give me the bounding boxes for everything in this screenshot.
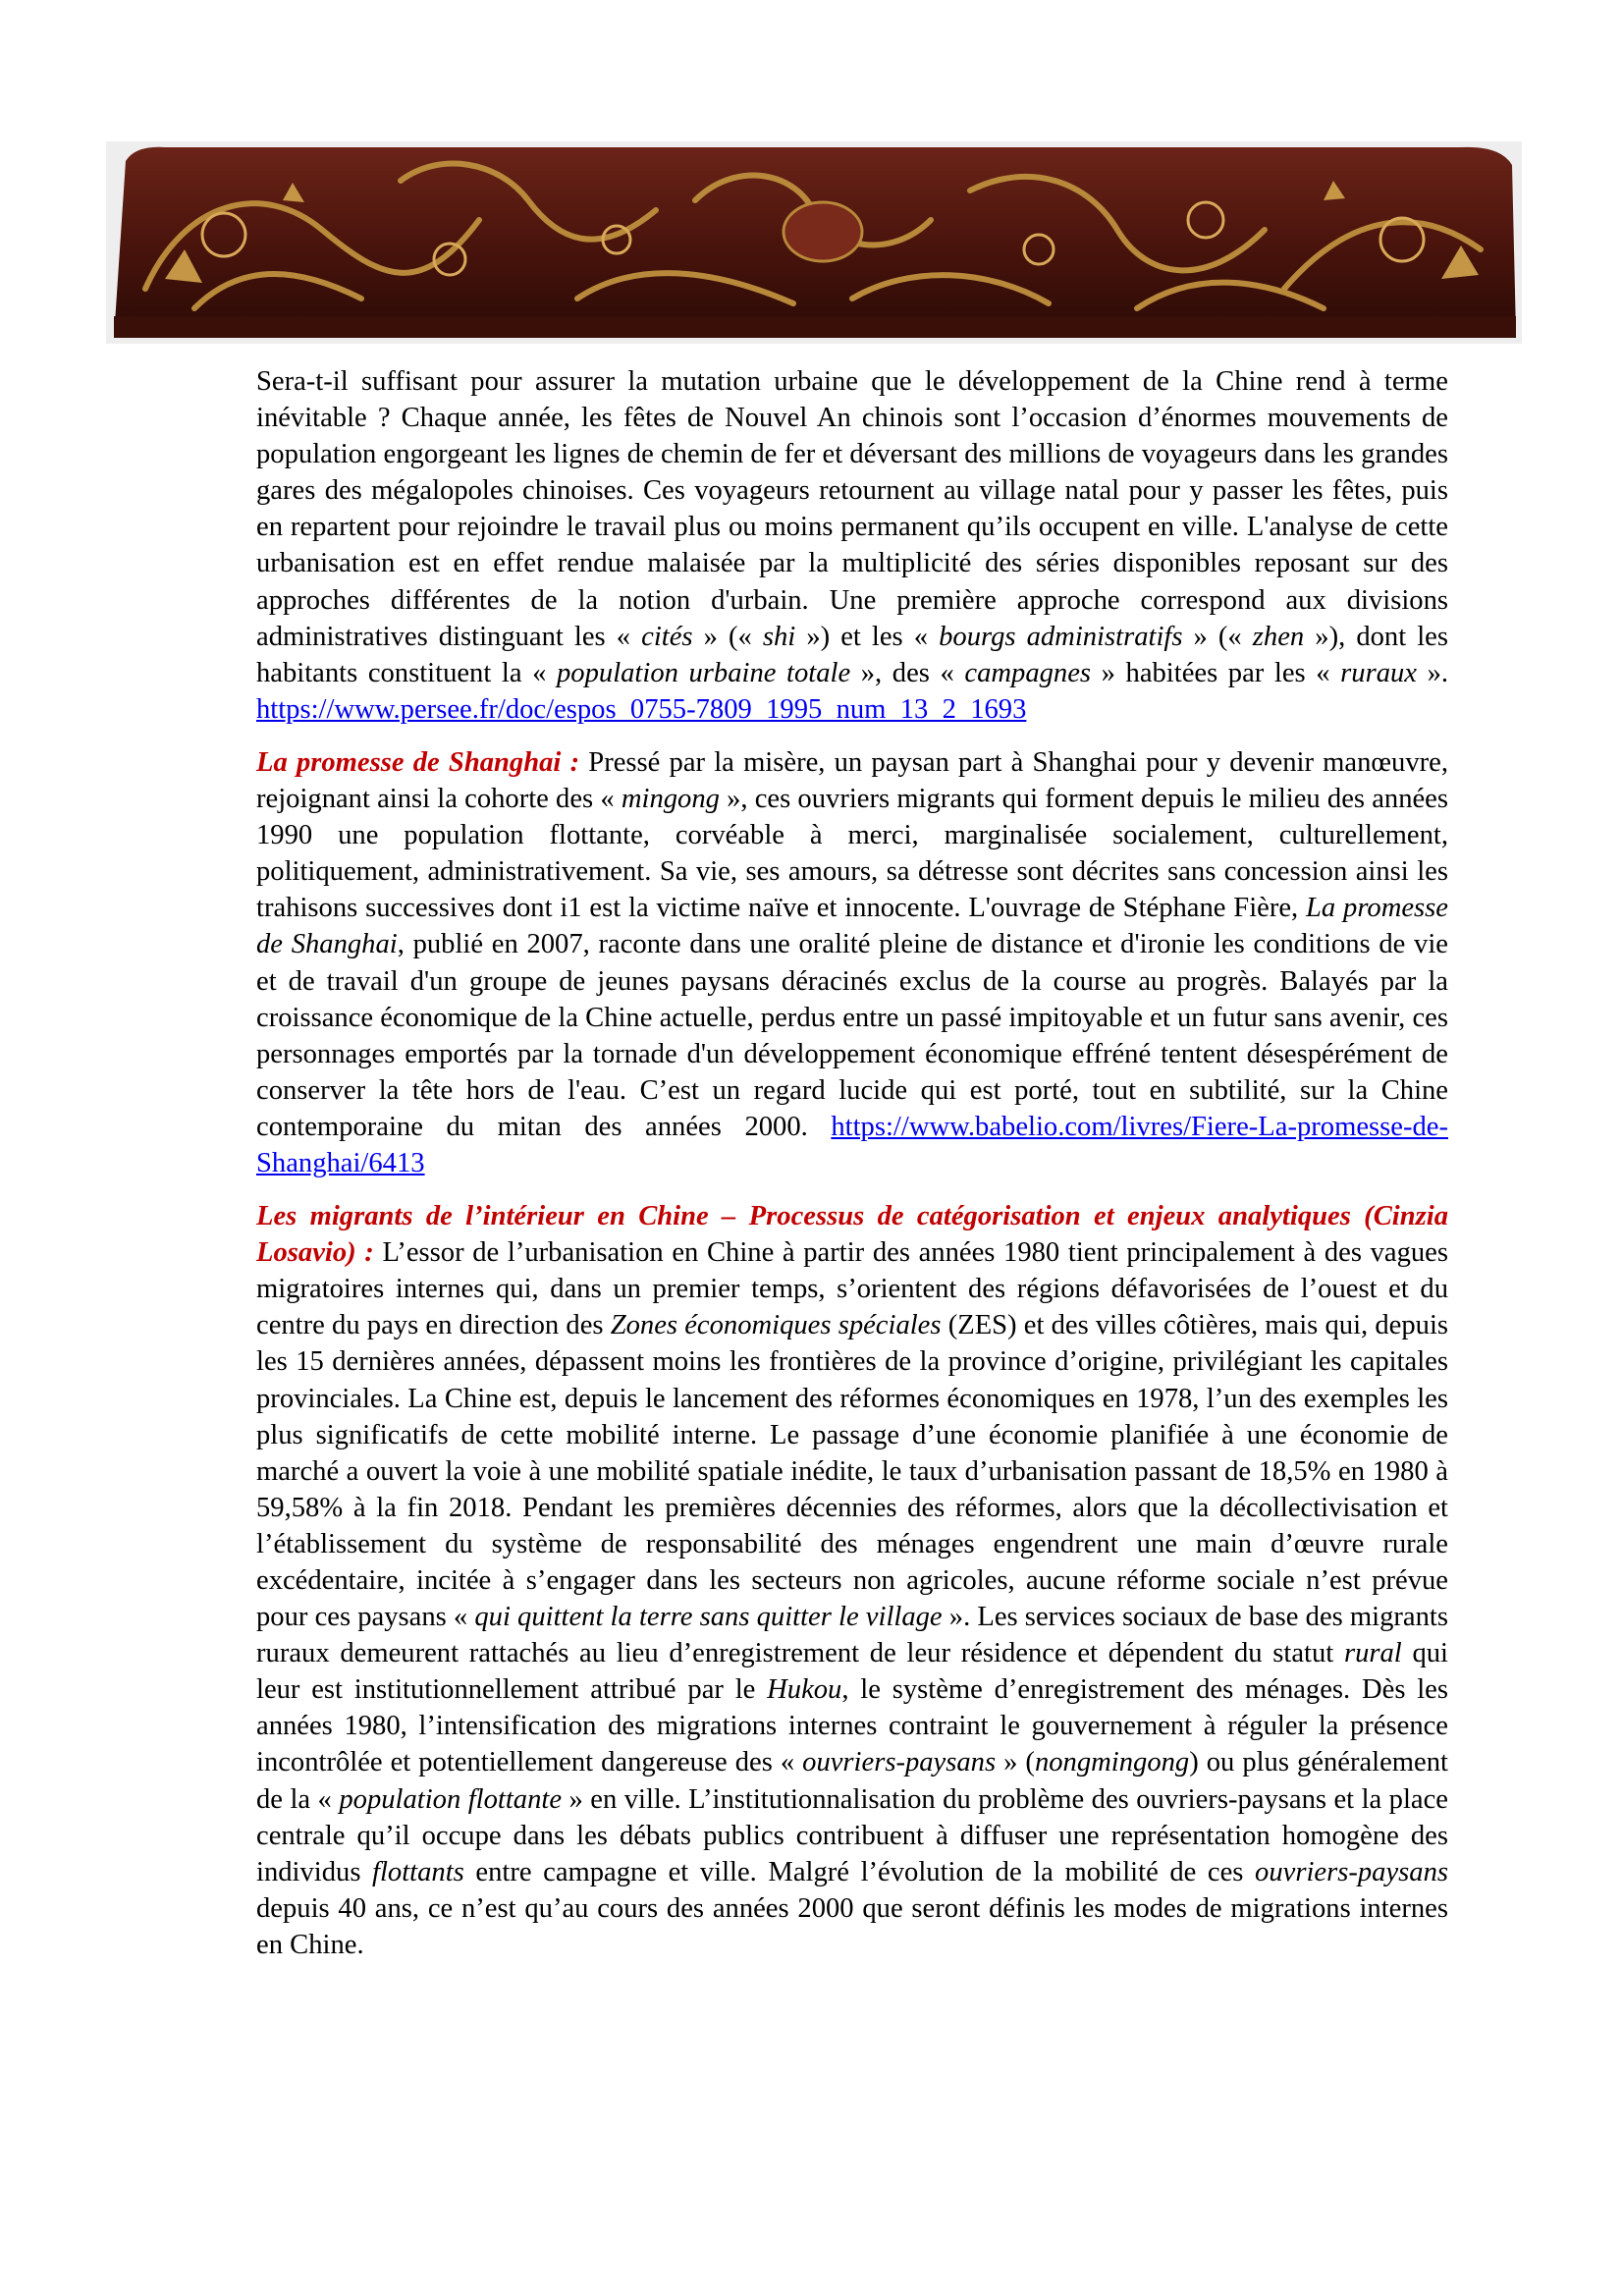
article-body [256,363,1448,1980]
text-segment: depuis 40 ans, ce n’est qu’au cours des années 2000 que seront définis les modes de migrations internes en Chine. [256,1892,1448,1960]
text-segment: ». [1416,657,1449,688]
persee-link[interactable]: https://www.persee.fr/doc/espos_0755-7809_1995_num_13_2_1693 [256,693,1027,725]
italic-term: rural [1343,1638,1402,1669]
italic-term: zhen [1252,621,1305,652]
babelio-link[interactable]: https://www.babelio.com/livres/Fiere-La-promesse-de-Shanghai/6413 [256,1111,1448,1178]
italic-term: ouvriers-paysans [802,1747,997,1778]
book-title: La promesse de Shanghai [256,893,1448,960]
text-segment: L’essor de l’urbanisation en Chine à partir des années 1980 tient principalement à des vagues migratoires internes qui, dans un premier temps, s’orientent des régions défavorisées de l’ouest et du centre du pays en direction des [256,1237,1448,1341]
text-segment: » (« [1182,621,1253,652]
text-segment: , publié en 2007, raconte dans une oralité pleine de distance et d'ironie les conditions de vie et de travail d'un groupe de jeunes paysans déracinés exclus de la course au progrès. Balayés par la croissance économique de la Chine actuelle, perdus entre un passé impitoyable et un futur sans avenir, ces personnages emportés par la tornade d'un développement économique effréné tentent désespérément de conserver la tête hors de l'eau. C’est un regard lucide qui est porté, tout en subtilité, sur la Chine contemporaine du mitan des années 2000. [256,929,1448,1142]
text-segment: ) ou plus généralement de la « [256,1747,1448,1815]
italic-term: Hukou [767,1674,842,1706]
italic-term: Zones économiques spéciales [610,1310,942,1341]
text-segment: , le système d’enregistrement des ménages. Dès les années 1980, l’intensification des migrations internes contraint le gouvernement à réguler la présence incontrôlée et potentiellement dangereuse des « [256,1674,1448,1778]
text-segment: (ZES) et des villes côtières, mais qui, depuis les 15 dernières années, dépassent moins les frontières de la province d’origine, privilégiant les capitales provinciales. La Chine est, depuis le lancement des réformes économiques en 1978, l’un des exemples les plus significatifs de cette mobilité interne. Le passage d’une économie planifiée à une économie de marché a ouvert la voie à une mobilité spatiale inédite, le taux d’urbanisation passant de 18,5% en 1980 à 59,58% à la fin 2018. Pendant les premières décennies des réformes, alors que la décollectivisation et l’établissement du système de responsabilité des ménages engendrent une main d’œuvre rurale excédentaire, incitée à s’engager dans les secteurs non agricoles, aucune réforme sociale n’est prévue pour ces paysans « [256,1310,1449,1633]
text-segment: Sera-t-il suffisant pour assurer la mutation urbaine que le développement de la Chine rend à terme inévitable ? Chaque année, les fêtes de Nouvel An chinois sont l’occasion d’énormes mouvements de population engorgeant les lignes de chemin de fer et déversant des millions de voyageurs dans les grandes gares des mégalopoles chinoises. Ces voyageurs retournent au village natal pour y passer les fêtes, puis en repartent pour rejoindre le travail plus ou moins permanent qu’ils occupent en ville. L'analyse de cette urbanisation est en effet rendue malaisée par la multiplicité des séries disponibles reposant sur des approches différentes de la notion d'urbain. Une première approche correspond aux divisions administratives distinguant les « [256,366,1448,652]
carved-phoenix-icon [106,141,1522,344]
text-segment: » habitées par les « [1091,657,1341,688]
italic-term: shi [762,621,796,652]
text-segment: qui leur est institutionnellement attribué par le [256,1638,1448,1706]
italic-term: flottants [372,1856,464,1887]
italic-term: ouvriers-paysans [1255,1856,1449,1887]
italic-term: population flottante [339,1783,563,1815]
italic-term: qui quittent la terre sans quitter le village [474,1602,943,1633]
carved-wood-banner-image [106,141,1522,344]
paragraph-migrants-interieur [256,1198,1448,1963]
paragraph-urbanisation [256,363,1448,728]
italic-term: bourgs administratifs [939,621,1183,652]
text-segment: », des « [850,657,965,688]
text-segment: » en ville. L’institutionnalisation du problème des ouvriers-paysans et la place centrale qu’il occupe dans les débats publics contribuent à diffuser une représentation homogène des individus [256,1783,1448,1887]
italic-term: population urbaine totale [557,657,851,688]
section-heading: La promesse de Shanghai : [256,746,580,778]
text-segment: ») et les « [795,621,940,652]
italic-term: mingong [621,784,720,815]
text-segment: » (« [692,621,763,652]
text-segment: » ( [996,1747,1035,1778]
italic-term: ruraux [1340,657,1417,688]
text-segment: entre campagne et ville. Malgré l’évolution de la mobilité de ces [463,1856,1256,1887]
text-segment: ». Les services sociaux de base des migrants ruraux demeurent rattachés au lieu d’enregistrement de leur résidence et dépendent du statut [256,1602,1448,1669]
italic-term: campagnes [964,657,1092,688]
paragraph-promesse-shanghai [256,744,1448,1181]
text-segment: », ces ouvriers migrants qui forment depuis le milieu des années 1990 une population flottante, corvéable à merci, marginalisée socialement, culturellement, politiquement, administrativement. Sa vie, ses amours, sa détresse sont décrites sans concession ainsi les trahisons successives dont i1 est la victime naïve et innocente. L'ouvrage de Stéphane Fière, [256,784,1449,924]
italic-term: cités [641,621,693,652]
section-heading: Les migrants de l’intérieur en Chine – Processus de catégorisation et enjeux analytiques (Cinzia Losavio) : [256,1201,1448,1269]
italic-term: nongmingong [1034,1747,1190,1778]
text-segment: Pressé par la misère, un paysan part à Shanghai pour y devenir manœuvre, rejoignant ainsi la cohorte des « [256,746,1448,815]
text-segment: »), dont les habitants constituent la « [256,621,1448,688]
